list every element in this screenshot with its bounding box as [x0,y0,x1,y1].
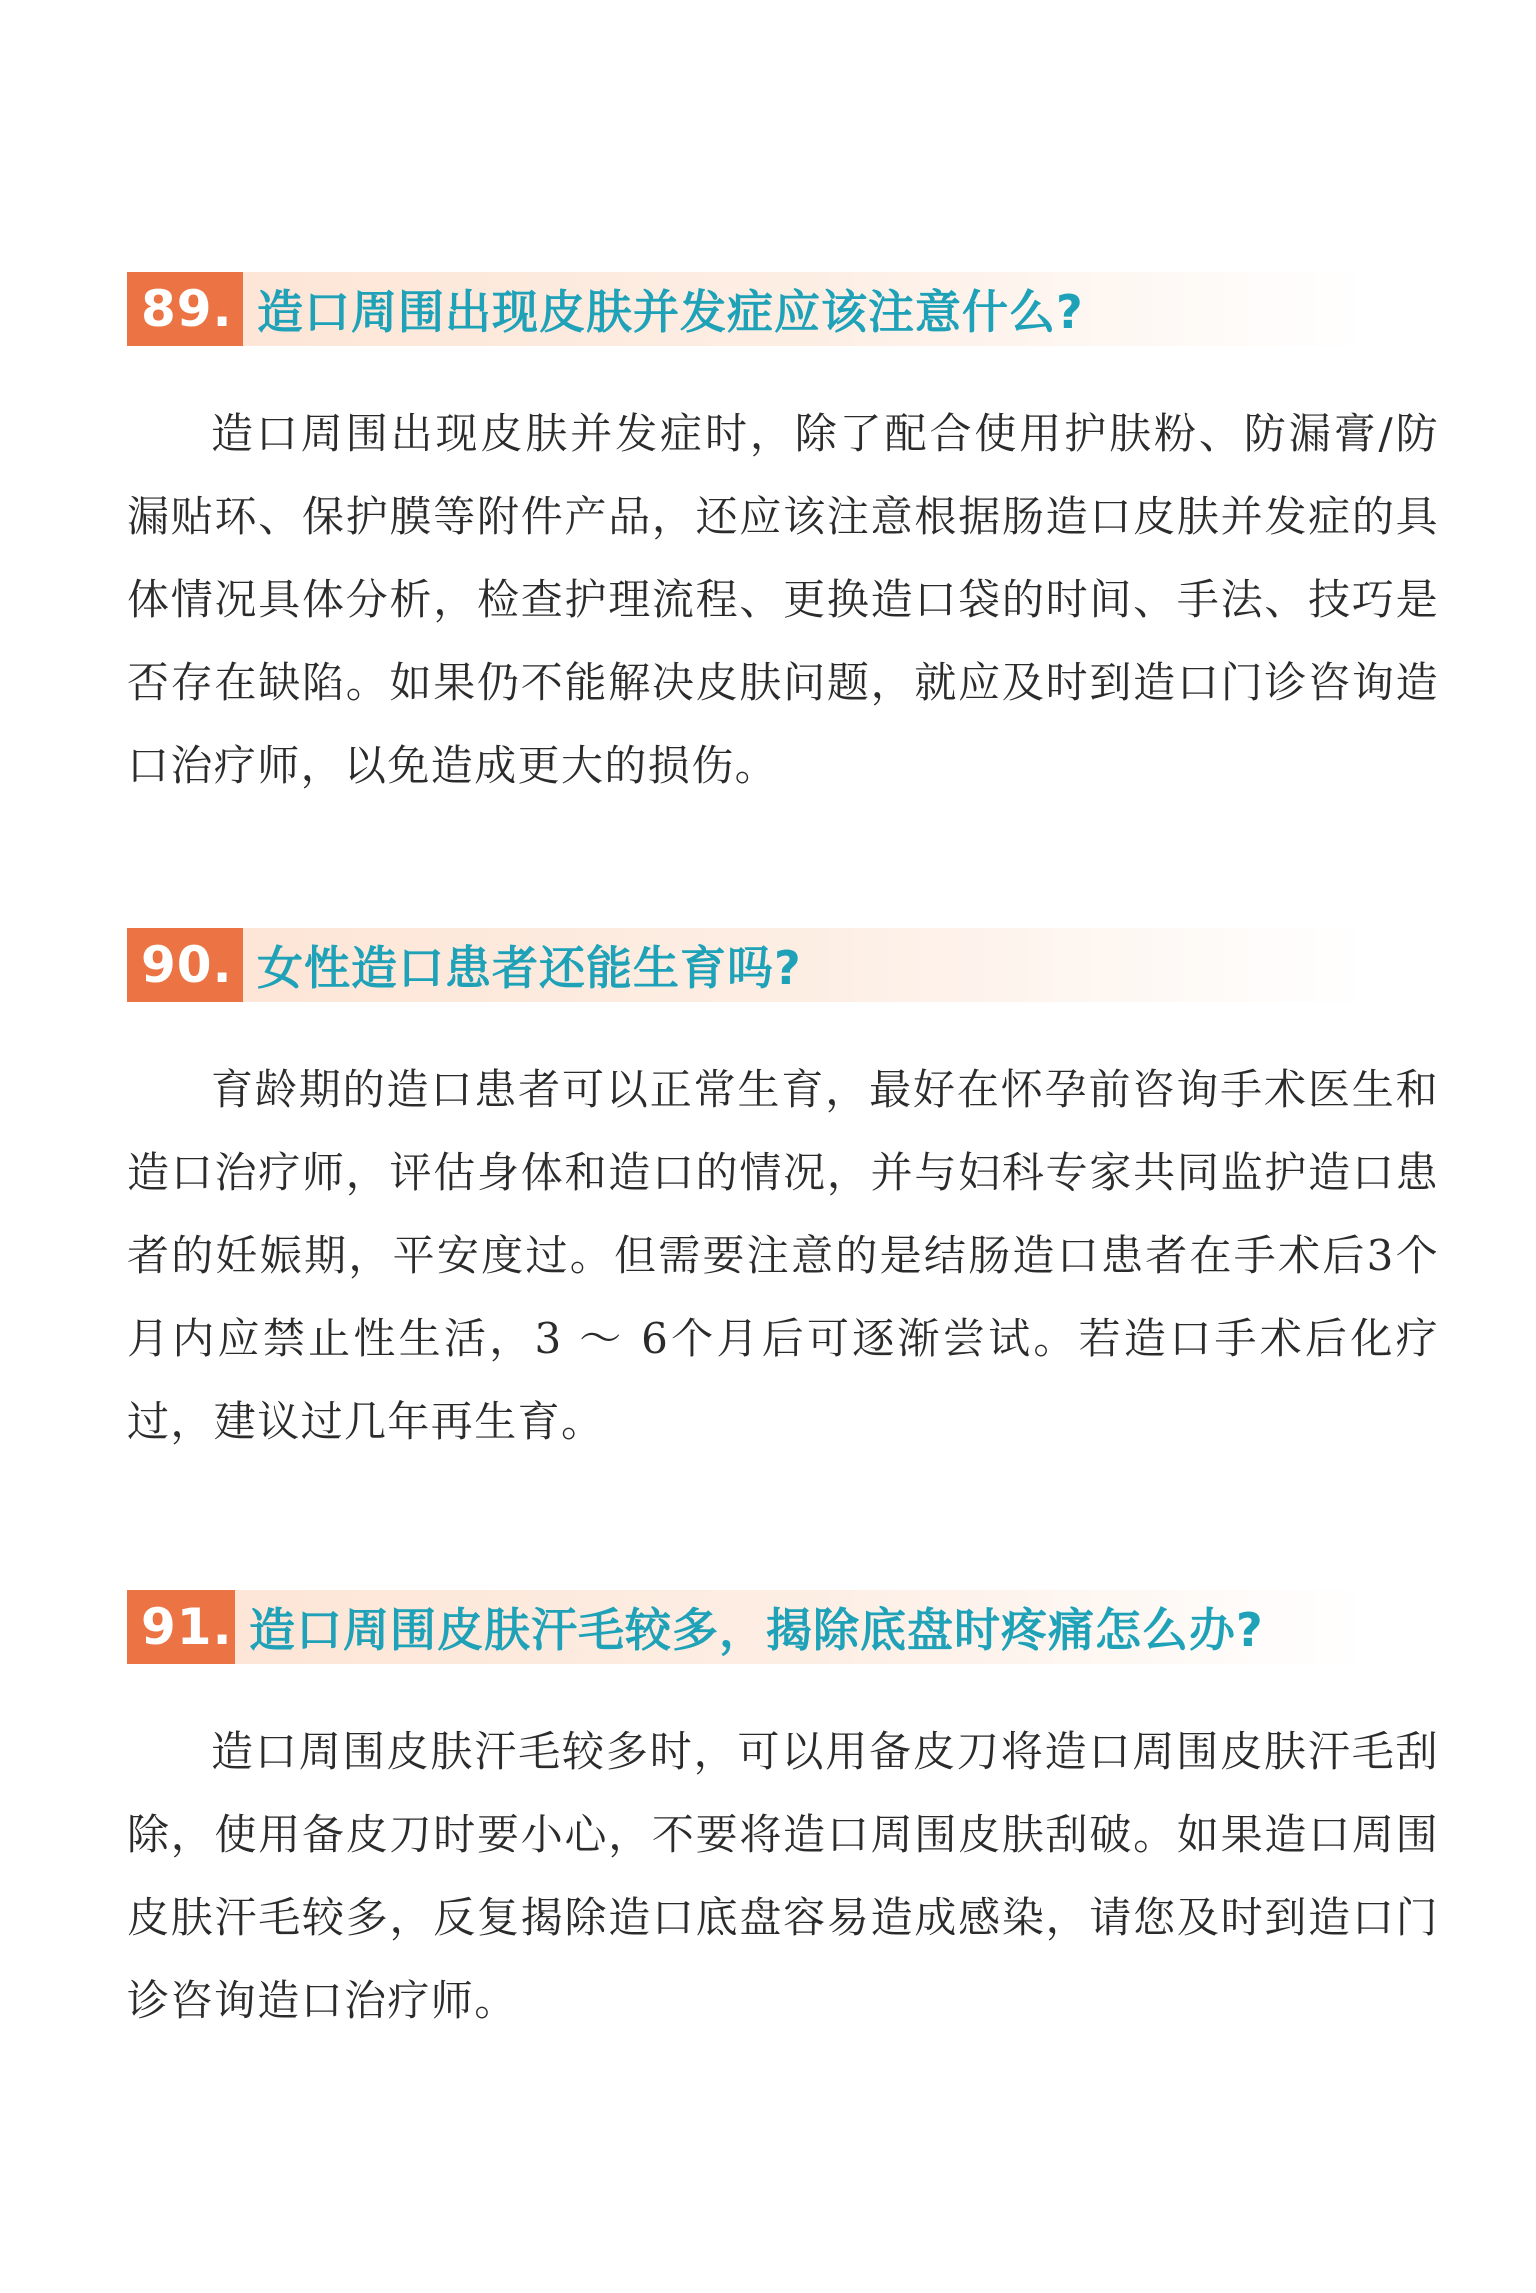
question-number-badge: 91. [127,1590,235,1664]
question-title: 造口周围出现皮肤并发症应该注意什么? [257,285,1084,339]
section-91 [127,1590,1439,2084]
answer-paragraph: 造口周围出现皮肤并发症时，除了配合使用护肤粉、防漏膏/防漏贴环、保护膜等附件产品，还应该注意根据肠造口皮肤并发症的具体情况具体分析，检查护理流程、更换造口袋的时间、手法、技巧是否存在缺陷。如果仍不能解决皮肤问题，就应及时到造口门诊咨询造口治疗师，以免造成更大的损伤。 [127,409,1439,790]
section-heading [127,1590,1427,1664]
question-number-badge: 89. [127,272,243,346]
section-heading [127,928,1427,1002]
question-number-badge: 90. [127,928,243,1002]
answer-paragraph: 育龄期的造口患者可以正常生育，最好在怀孕前咨询手术医生和造口治疗师，评估身体和造口的情况，并与妇科专家共同监护造口患者的妊娠期，平安度过。但需要注意的是结肠造口患者在手术后3个月内应禁止性生活，3 ～ 6个月后可逐渐尝试。若造口手术后化疗过，建议过几年再生育。 [127,1065,1439,1446]
section-heading [127,272,1427,346]
section-89 [127,272,1439,849]
question-title: 造口周围皮肤汗毛较多，揭除底盘时疼痛怎么办? [249,1603,1264,1657]
section-90 [127,928,1439,1505]
question-title: 女性造口患者还能生育吗? [257,941,802,995]
answer-paragraph: 造口周围皮肤汗毛较多时，可以用备皮刀将造口周围皮肤汗毛刮除，使用备皮刀时要小心，不要将造口周围皮肤刮破。如果造口周围皮肤汗毛较多，反复揭除造口底盘容易造成感染，请您及时到造口门诊咨询造口治疗师。 [127,1727,1439,2025]
